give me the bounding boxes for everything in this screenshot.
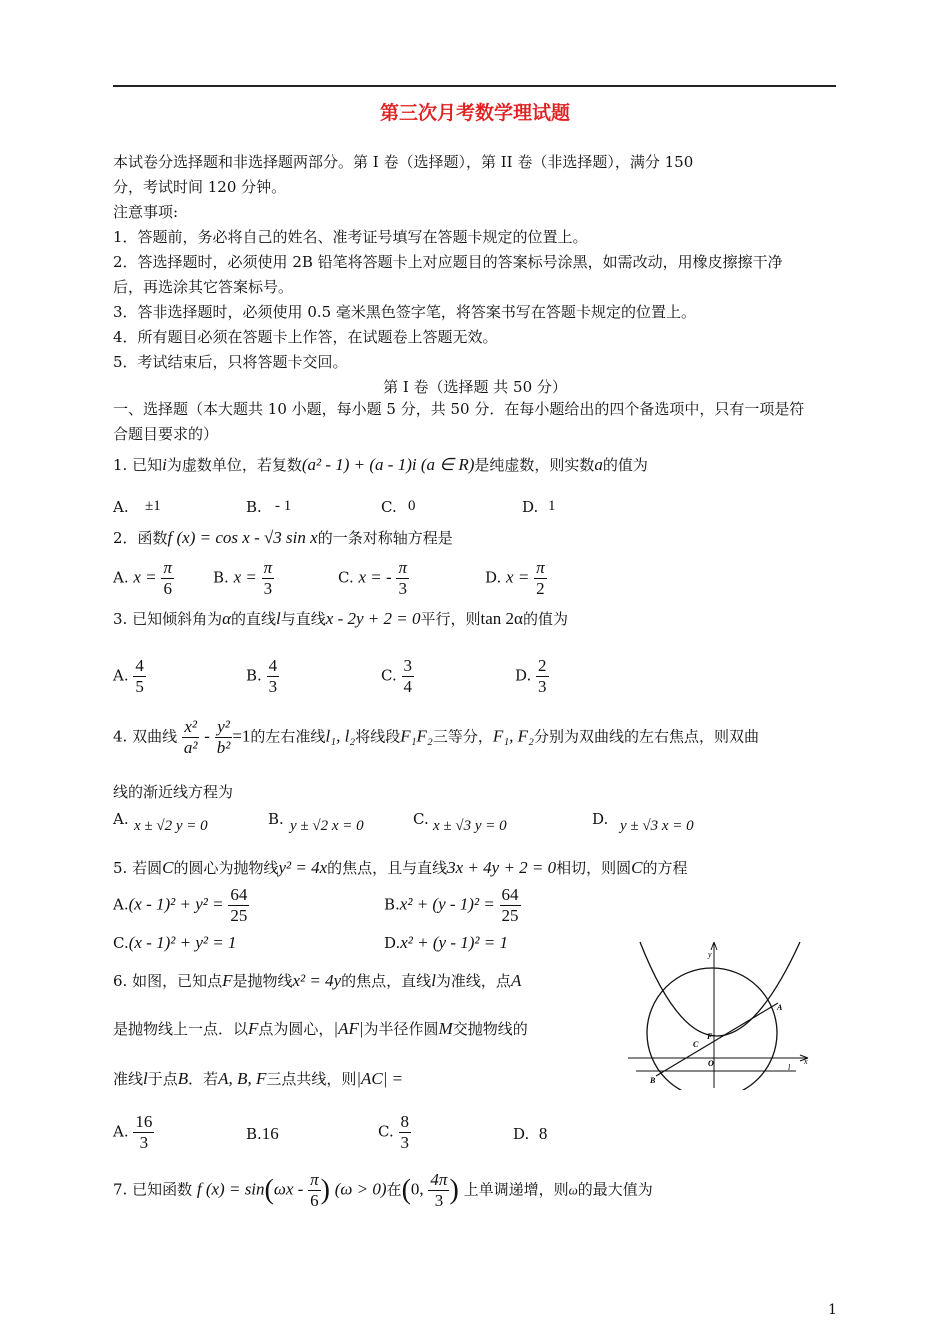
q6-var-m: M [438,1019,453,1038]
intro-line-1: 本试卷分选择题和非选择题两部分。第 I 卷（选择题），第 II 卷（非选择题），满分 150 [113,153,694,171]
question-4 [113,717,759,758]
q4-text-2: 将线段 [355,727,401,746]
q1-text: 为虚数单位，若复数 [166,456,302,474]
q1-option-b: - 1 [275,498,292,514]
section-desc-1: 一、选择题（本大题共 10 小题，每小题 5 分，共 50 分．在每小题给出的四个备选项中，只有一项是符 [113,400,805,418]
q1-option-d: 1 [548,498,556,514]
q2-option-lhs: x = - [358,567,392,587]
q1-option-label: A. [113,498,129,516]
q6-text: 点为圆心， [258,1020,334,1038]
question-7 [113,1170,653,1211]
paren-right: ) [449,1174,459,1206]
q3-option-label: C. [381,666,397,685]
fraction-numerator: 4 [268,656,278,675]
q6-var-l: l [431,971,436,990]
q5-parabola: y² = 4x [278,858,328,877]
q7-text-2: 上单调递增，则 [463,1180,569,1199]
q2-text: 的一条对称轴方程是 [317,529,453,547]
fraction-denominator: 3 [400,1133,409,1152]
q6-option-label: B. [246,1125,262,1143]
q4-option-label: A. [113,810,129,828]
q3-end: 的值为 [522,610,568,628]
note-item: 后，再选涂其它答案标号。 [113,278,294,296]
q6-text-2: 的焦点，直线 [341,972,432,990]
q2-option-lhs: x = [233,567,257,587]
q5-option-fraction [500,885,521,926]
q6-var-a: A [510,971,522,990]
q5-option-a [113,885,249,926]
q5-option-label: A. [113,895,129,914]
q1-prefix: 1. 已知 [113,456,163,474]
q4-option-c: x ± √3 y = 0 [433,818,507,834]
label-x: x [804,1057,808,1066]
fraction-numerator: 16 [135,1112,153,1131]
fraction-denominator: 2 [536,579,545,598]
q3-text-2: 与直线 [280,610,326,628]
q4-fraction-y [215,717,233,758]
q2-option-label: B. [213,568,229,587]
notes-heading: 注意事项: [113,203,179,221]
q2-option-lhs: x = [506,567,530,587]
q6-option-d [513,1124,547,1144]
q4-option-d: y ± √3 x = 0 [620,818,694,834]
q4-option-label: D. [592,810,609,828]
q3-text-3: 平行，则 [420,610,481,628]
q6-option-b [246,1124,279,1144]
q2-option-lhs: x = [133,567,157,587]
q6-text-3: 为准线，点 [435,972,511,990]
page-number: 1 [828,1302,837,1318]
q3-var-l: l [276,609,281,628]
q6-option-value: 16 [261,1124,279,1143]
note-item: 1．答题前，务必将自己的姓名、准考证号填写在答题卡规定的位置上。 [113,228,588,246]
q2-option-a [113,558,174,599]
fraction-denominator: 25 [230,906,248,925]
q6-line-3 [113,1068,403,1089]
q3-line-equation: x - 2y + 2 = 0 [325,609,421,628]
q7-prefix: 7. 已知函数 [113,1180,193,1199]
q6-ac: |AC| = [356,1069,404,1088]
fraction-denominator: 3 [538,677,547,696]
q5-end: 的方程 [642,859,688,877]
fraction-numerator: 64 [230,885,248,904]
q7-interval-start: 0, [410,1179,424,1199]
q6-text: 三点共线，则 [266,1070,357,1088]
q5-option-label: B. [384,895,400,914]
note-item: 3．答非选择题时，必须使用 0.5 毫米黑色签字笔，将答案书写在答题卡规定的位置上。 [113,303,696,321]
q4-fraction-x [182,717,200,758]
q6-var-f: F [248,1019,259,1038]
fraction-numerator: π [398,558,407,577]
q1-option-label: B. [246,498,262,516]
fraction-denominator: 3 [263,579,273,598]
label-l: l [788,1063,791,1072]
q5-var-c: C [162,858,174,877]
fraction-numerator: π [310,1170,319,1189]
q1-option-c: 0 [408,498,416,514]
q4-option-a: x ± √2 y = 0 [134,818,208,834]
q3-option-d [515,656,549,697]
paren-left: ( [264,1174,274,1206]
q4-option-label: C. [413,810,429,828]
q2-option-d [485,558,547,599]
question-1 [113,454,648,475]
q5-var-c: C [631,858,643,877]
q6-option-fraction [399,1112,412,1153]
q6-var-b: B [177,1069,189,1088]
q6-prefix: 6. 如图，已知点 [113,972,223,990]
q6-option-label: C. [378,1122,394,1141]
q6-option-label: A. [113,1122,129,1141]
q6-option-a [113,1112,154,1153]
q6-var-f: F [222,971,233,990]
q5-option-d [384,933,508,953]
question-2 [113,527,453,548]
q2-option-fraction [262,558,275,599]
fraction-numerator: 2 [538,656,547,675]
label-f: F [707,1032,713,1041]
q5-line-equation: 3x + 4y + 2 = 0 [447,858,557,877]
label-c: C [693,1040,699,1049]
q4-text: 的左右准线 [250,727,326,746]
fraction-denominator: 3 [139,1133,149,1152]
q2-expression: f (x) = cos x - √3 sin x [167,528,318,547]
q3-option-label: D. [515,666,532,685]
q4-minus: - [204,726,210,746]
q4-end: 分别为双曲线的左右焦点，则双曲 [533,727,759,746]
q6-option-label: D. [513,1125,530,1143]
fraction-denominator: 6 [163,579,172,598]
fraction-numerator: π [263,558,273,577]
q6-option-c [378,1112,411,1153]
fraction-numerator: 4π [430,1170,448,1189]
q3-option-fraction [536,656,549,697]
q3-option-label: A. [113,666,129,685]
q6-text: 交抛物线的 [452,1020,528,1038]
q4-equals: =1 [232,726,251,746]
q3-option-c [381,656,414,697]
q5-text: 的圆心为抛物线 [173,859,279,877]
q1-text-2: 是纯虚数，则实数 [474,456,595,474]
q5-option-expr: x² + (y - 1)² = [399,894,495,914]
q3-prefix: 3. 已知倾斜角为 [113,610,223,628]
section-desc-2: 合题目要求的） [113,425,219,443]
q6-text: 是抛物线上一点．以 [113,1020,249,1038]
q7-fraction [308,1170,321,1211]
q6-var-l: l [143,1069,148,1088]
q6-radius: |AF| [333,1019,364,1038]
fraction-denominator: 3 [398,579,407,598]
fraction-denominator: 3 [434,1191,444,1210]
q5-option-expr: (x - 1)² + y² = [128,894,224,914]
q7-end: 的最大值为 [577,1180,653,1199]
question-3 [113,608,568,629]
q3-tan: tan 2α [480,609,523,628]
q6-option-value: 8 [538,1124,548,1143]
q2-option-label: D. [485,568,502,587]
q3-option-fraction [402,656,415,697]
fraction-numerator: 4 [135,656,144,675]
q1-expression: (a² - 1) + (a - 1)i (a ∈ R) [301,455,475,474]
q6-text: ．若 [188,1070,219,1088]
q6-text: 于点 [147,1070,178,1088]
q3-alpha: α [222,609,232,628]
fraction-numerator: y² [215,717,233,738]
q6-line-2 [113,1018,528,1039]
question-6 [113,970,521,991]
fraction-numerator: π [536,558,545,577]
label-a: A [777,1003,783,1012]
q4-directrices: l₁, l₂ [325,726,356,746]
q1-option-label: D. [522,498,539,516]
q7-argument: ωx - [273,1179,304,1199]
q3-text: 的直线 [231,610,277,628]
q6-option-fraction [133,1112,154,1153]
fraction-denominator: a² [183,738,198,757]
q5-option-expr: x² + (y - 1)² = 1 [400,933,508,952]
q2-option-fraction [396,558,409,599]
q4-option-label: B. [268,810,284,828]
note-item: 4．所有题目必须在答题卡上作答，在试题卷上答题无效。 [113,328,498,346]
q6-figure [628,940,812,1090]
q1-end: 的值为 [602,456,648,474]
q6-parabola: x² = 4y [292,971,342,990]
fraction-denominator: 25 [501,906,519,925]
note-item: 2．答选择题时，必须使用 2B 铅笔将答题卡上对应题目的答案标号涂黑，如需改动，用橡皮擦擦干净 [113,253,783,271]
fraction-denominator: 3 [268,677,278,696]
q2-option-c [338,558,409,599]
fraction-denominator: 6 [310,1191,319,1210]
fraction-denominator: 5 [135,677,144,696]
q7-omega: ω [568,1182,578,1198]
q1-var-a: a [594,455,603,474]
question-5 [113,857,688,878]
q5-option-expr: (x - 1)² + y² = 1 [128,933,237,952]
q5-option-c [113,933,236,953]
fraction-denominator: 4 [403,677,412,696]
fraction-denominator: b² [216,738,231,757]
fraction-numerator: 3 [403,656,412,675]
q6-text: 准线 [113,1070,144,1088]
q4-option-b: y ± √2 x = 0 [290,818,364,834]
q6-text: 是抛物线 [232,972,293,990]
q2-option-b [213,558,274,599]
q5-option-label: C. [113,934,129,952]
q4-segment: F₁F₂ [400,726,433,746]
q3-option-a [113,656,146,697]
q5-text-3: 相切，则圆 [556,859,632,877]
header-rule [113,85,836,87]
page-title: 第三次月考数学理试题 [379,102,570,124]
q2-option-label: A. [113,568,129,587]
fraction-numerator: π [163,558,172,577]
note-item: 5．考试结束后，只将答题卡交回。 [113,353,348,371]
q6-points: A, B, F [218,1069,267,1088]
section-heading: 第 I 卷（选择题 共 50 分） [383,378,567,396]
q4-foci: F₁, F₂ [492,726,534,746]
q7-function: f (x) = sin [196,1179,265,1199]
q2-option-fraction [534,558,547,599]
q5-prefix: 5. 若圆 [113,859,163,877]
q3-option-fraction [133,656,146,697]
fraction-numerator: 8 [400,1112,409,1131]
q4-text-3: 三等分， [432,727,493,746]
q7-text: 在 [386,1180,402,1199]
q4-line-2: 线的渐近线方程为 [113,783,234,801]
q5-option-label: D. [384,934,401,952]
q3-option-fraction [267,656,280,697]
q1-option-a: ±1 [145,498,161,514]
label-b: B [650,1076,656,1085]
fraction-numerator: 64 [501,885,519,904]
q2-option-fraction [161,558,174,599]
q1-var-i: i [162,455,167,474]
q2-prefix: 2．函数 [113,529,168,547]
q5-option-fraction [228,885,249,926]
q5-text-2: 的焦点，且与直线 [327,859,448,877]
q7-interval-fraction [428,1170,449,1211]
q3-option-label: B. [246,666,262,685]
q4-prefix: 4. 双曲线 [113,727,178,746]
paren-left: ( [401,1174,411,1206]
paren-right: ) [320,1174,330,1206]
fraction-numerator: x² [182,717,200,738]
q1-option-label: C. [381,498,397,516]
q7-condition: (ω > 0) [334,1179,387,1199]
circle-m [647,968,777,1090]
intro-line-2: 分，考试时间 120 分钟。 [113,178,287,196]
q5-option-b [384,885,521,926]
q6-text: 为半径作圆 [363,1020,439,1038]
q3-option-b [246,656,279,697]
q2-option-label: C. [338,568,354,587]
line-ab [656,1003,778,1076]
label-y: y [708,950,712,959]
label-o: O [708,1059,714,1068]
